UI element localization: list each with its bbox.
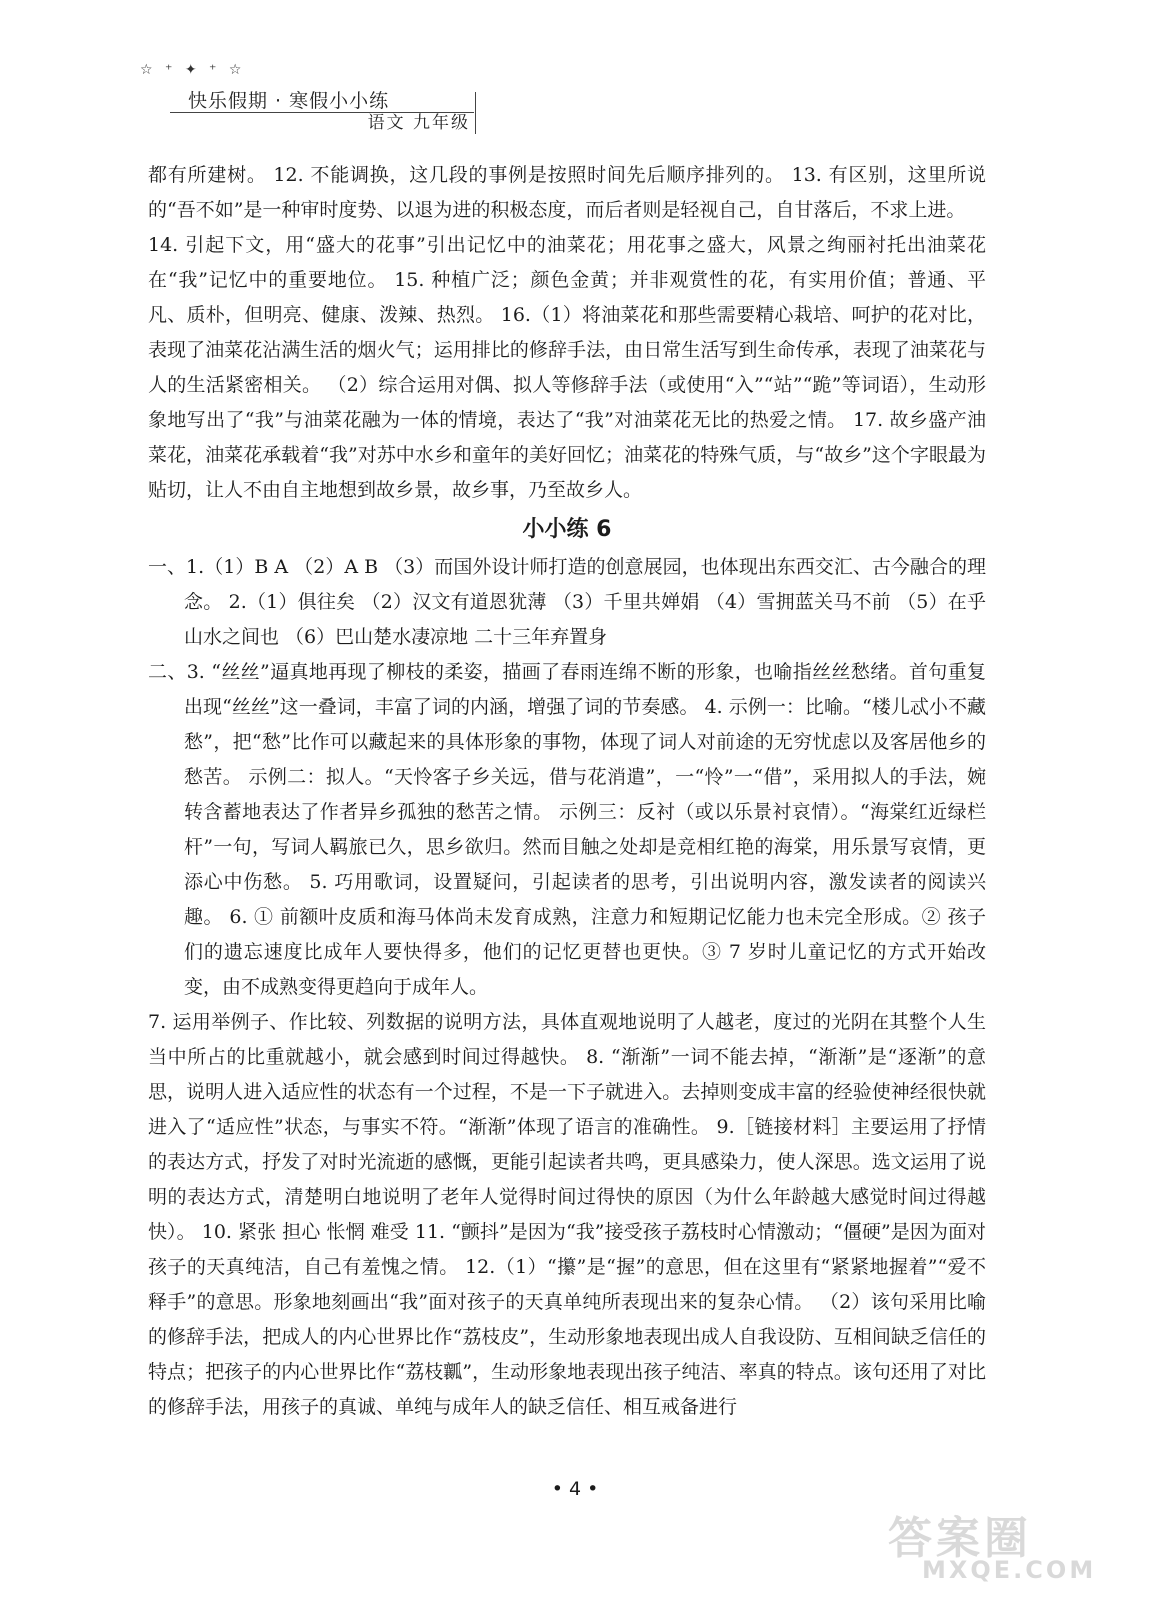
answer-paragraph: 14. 引起下文，用“盛大的花事”引出记忆中的油菜花；用花事之盛大，风景之绚丽衬托出油菜花在“我”记忆中的重要地位。 15. 种植广泛；颜色金黄；并非观赏性的花，有实用价值；普通、平凡、质朴，但明亮、健康、泼辣、热烈。 16.（1）将油菜花和那些需要精心栽培、呵护的花对比，表现了油菜花沾满生活的烟火气；运用排比的修辞手法，由日常生活写到生命传承，表现了油菜花与人的生活紧密相关。 （2）综合运用对偶、拟人等修辞手法（或使用“入”“站”“跪”等词语），生动形象地写出了“我”与油菜花融为一体的情境，表达了“我”对油菜花无比的热爱之情。 17. 故乡盛产油菜花，油菜花承载着“我”对苏中水乡和童年的美好回忆；油菜花的特殊气质，与“故乡”这个字眼最为贴切，让人不由自主地想到故乡景，故乡事，乃至故乡人。 (148, 234, 986, 501)
header-vertical-rule (475, 92, 476, 134)
book-series-title: 快乐假期 · 寒假小小练 (188, 90, 390, 112)
page-number: • 4 • (551, 1478, 599, 1500)
answer-paragraph: 7. 运用举例子、作比较、列数据的说明方法，具体直观地说明了人越老，度过的光阴在其整个人生当中所占的比重就越小，就会感到时间过得越快。 8. “渐渐”一词不能去掉，“渐渐”是“逐渐”的意思，说明人进入适应性的状态有一个过程，不是一下子就进入。去掉则变成丰富的经验使神经很快就进入了“适应性”状态，与事实不符。“渐渐”体现了语言的准确性。 9.［链接材料］主要运用了抒情的表达方式，抒发了对时光流逝的感慨，更能引起读者共鸣，更具感染力，使人深思。选文运用了说明的表达方式，清楚明白地说明了老年人觉得时间过得快的原因（为什么年龄越大感觉时间过得越快）。 10. 紧张 担心 怅惘 难受 11. “颤抖”是因为“我”接受孩子荔枝时心情激动；“僵硬”是因为面对孩子的天真纯洁，自己有羞愧之情。 12.（1）“攥”是“握”的意思，但在这里有“紧紧地握着”“爱不释手”的意思。形象地刻画出“我”面对孩子的天真单纯所表现出来的复杂心情。 （2）该句采用比喻的修辞手法，把成人的内心世界比作“荔枝皮”，生动形象地表现出成人自我设防、互相间缺乏信任的特点；把孩子的内心世界比作“荔枝瓤”，生动形象地表现出孩子纯洁、率真的特点。该句还用了对比的修辞手法，用孩子的真诚、单纯与成年人的缺乏信任、相互戒备进行 (148, 1011, 986, 1418)
section-one-answers: 一、1.（1）B A （2）A B （3）而国外设计师打造的创意展园，也体现出东西交汇、古今融合的理念。 2.（1）俱往矣 （2）汉文有道恩犹薄 （3）千里共婵娟 （4）雪拥蓝关马不前 （5）在乎山水之间也 （6）巴山楚水凄凉地 二十三年弃置身 (148, 556, 986, 648)
answer-paragraph: 都有所建树。 12. 不能调换，这几段的事例是按照时间先后顺序排列的。 13. 有区别，这里所说的“吾不如”是一种审时度势、以退为进的积极态度，而后者则是轻视自己，自甘落后，不求上进。 (148, 164, 986, 221)
section-heading: 小小练 6 (522, 517, 612, 542)
watermark-logo (882, 1502, 1132, 1588)
page-header (140, 62, 480, 132)
section-two-answers: 二、3. “丝丝”逼真地再现了柳枝的柔姿，描画了春雨连绵不断的形象，也喻指丝丝愁绪。首句重复出现“丝丝”这一叠词，丰富了词的内涵，增强了词的节奏感。 4. 示例一：比喻。“楼儿忒小不藏愁”，把“愁”比作可以藏起来的具体形象的事物，体现了词人对前途的无穷忧虑以及客居他乡的愁苦。 示例二：拟人。“天怜客子乡关远，借与花消遣”，一“怜”一“借”，采用拟人的手法，婉转含蓄地表达了作者异乡孤独的愁苦之情。 示例三：反衬（或以乐景衬哀情）。“海棠红近绿栏杆”一句，写词人羁旅已久，思乡欲归。然而目触之处却是竞相红艳的海棠，用乐景写哀情，更添心中伤愁。 5. 巧用歌词，设置疑问，引起读者的思考，引出说明内容，激发读者的阅读兴趣。 6. ① 前额叶皮质和海马体尚未发育成熟，注意力和短期记忆能力也未完全形成。② 孩子们的遗忘速度比成年人要快得多，他们的记忆更替也更快。③ 7 岁时儿童记忆的方式开始改变，由不成熟变得更趋向于成年人。 (148, 661, 986, 998)
subject-grade-label: 语文 九年级 (367, 113, 470, 133)
watermark-logo-text: 答案圈 (888, 1513, 1032, 1564)
answer-content (148, 158, 986, 1425)
star-decoration-icon: ☆ ⁺ ✦ ⁺ ☆ (140, 62, 246, 78)
watermark-url: MXQE.COM (922, 1556, 1097, 1584)
